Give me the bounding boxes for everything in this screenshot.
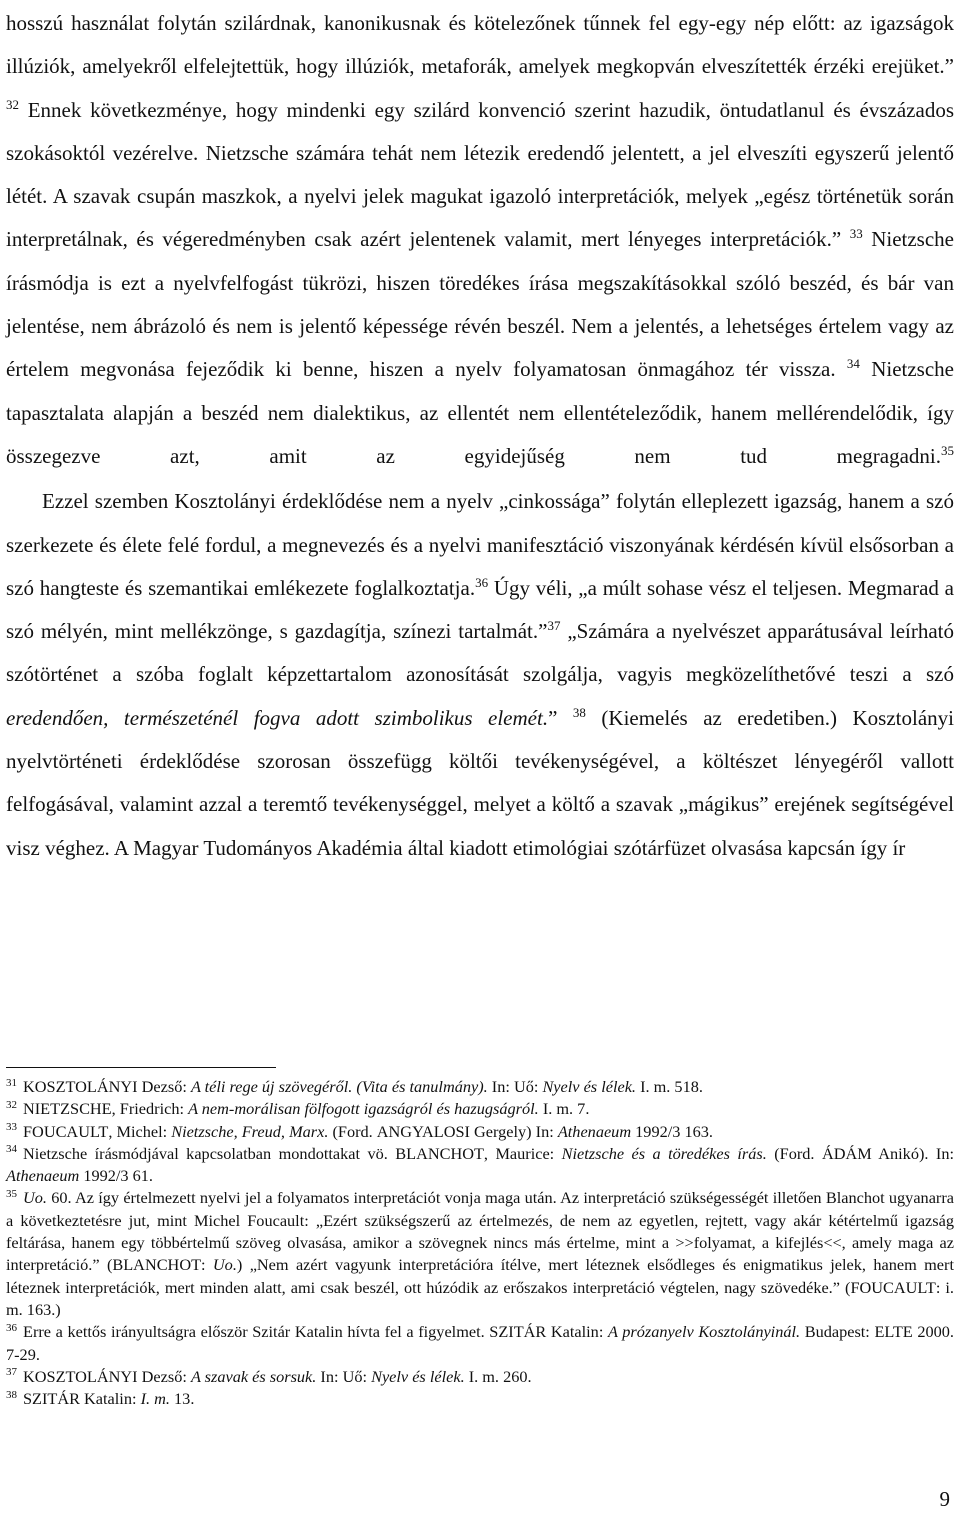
author-name: BLANCHOT — [112, 1255, 202, 1275]
footnote-33 — [6, 1121, 954, 1143]
page-body — [6, 0, 954, 870]
text-run: 1992/3 163. — [631, 1121, 713, 1141]
text-run: 1992/3 61. — [79, 1166, 153, 1186]
text-run: In: Uő: — [487, 1077, 543, 1096]
text-run: I. m. 7. — [538, 1099, 590, 1119]
footnote-34 — [6, 1143, 954, 1188]
footnote-ref-32[interactable]: 32 — [6, 96, 19, 112]
text-run: ) „Nem azért vagyunk interpretációra ítélve, mert léteznek elsődleges és enigmatikus jelek, hanem mert léteznek interpretációk, mert minden alatt, ami csak beszél, ott húzódik az erőszakos interpretáció végtelen, nagy szövedéke.” ( — [6, 1255, 954, 1297]
abbrev: I. m. — [140, 1389, 170, 1409]
text-run: , Michel: — [108, 1121, 172, 1141]
author-name: KOSZTOLÁNYI — [23, 1366, 138, 1386]
text-run: Gergely) In: — [469, 1121, 558, 1141]
footnote-number: 32 — [6, 1098, 17, 1111]
text-run: Nietzsche írásmódjával kapcsolatban mondottakat vö. — [23, 1143, 396, 1163]
abbrev: Uo. — [23, 1188, 47, 1208]
footnote-ref-33[interactable]: 33 — [849, 226, 863, 242]
body-paragraph-1 — [6, 0, 954, 478]
journal-title: Athenaeum — [6, 1166, 80, 1186]
author-name: ÁDÁM — [821, 1143, 872, 1163]
footnote-ref-34[interactable]: 34 — [846, 356, 860, 372]
footnote-ref-35[interactable]: 35 — [941, 442, 954, 458]
footnote-32 — [6, 1098, 954, 1120]
author-name: SZITÁR — [23, 1389, 80, 1409]
footnote-ref-36[interactable]: 36 — [475, 574, 489, 590]
footnote-number: 37 — [6, 1366, 17, 1379]
text-run: Erre a kettős irányultságra először Szitár Katalin hívta fel a figyelmet. — [23, 1322, 490, 1342]
footnote-31 — [6, 1076, 954, 1098]
footnote-37 — [6, 1366, 954, 1388]
journal-title: Athenaeum — [557, 1121, 632, 1141]
work-title: A szavak és sorsuk. — [190, 1366, 317, 1386]
text-run: : — [201, 1255, 213, 1275]
text-run: I. m. 518. — [636, 1077, 703, 1096]
work-title: A nem-morálisan fölfogott igazságról és hazugságról. — [188, 1099, 539, 1119]
work-title: Nietzsche és a töredékes írás. — [561, 1143, 767, 1163]
text-run: In: Uő: — [316, 1366, 372, 1386]
footnotes — [6, 1076, 954, 1410]
italic-emphasis: eredendően, természeténél fogva adott szimbolikus elemét. — [6, 705, 549, 730]
text-run: Dezső: — [137, 1366, 191, 1386]
footnote-number: 33 — [6, 1121, 17, 1134]
author-name: KOSZTOLÁNYI — [23, 1077, 138, 1096]
work-title: Nyelv és lélek. — [542, 1077, 636, 1096]
text-run: (Ford. — [766, 1143, 822, 1163]
footnote-number: 34 — [6, 1143, 17, 1156]
text-run: 13. — [169, 1389, 195, 1409]
author-name: BLANCHOT — [395, 1143, 484, 1163]
work-title: A prózanyelv Kosztolányinál. — [607, 1322, 801, 1342]
text-run: Budapest: ELTE 2000. 7-29. — [6, 1322, 954, 1364]
text-run: , Maurice: — [483, 1143, 562, 1163]
text-run: „Számára a nyelvészet apparátusával leírható szótörténet a szóba foglalt képzettartalom azonosítását szolgálja, vagyis megközelíthetővé teszi a szó — [6, 619, 955, 687]
text-run: I. m. 260. — [464, 1366, 532, 1386]
text-run: Katalin: — [79, 1389, 141, 1409]
footnote-separator — [6, 1067, 276, 1068]
text-run: Nietzsche tapasztalata alapján a beszéd nem dialektikus, az ellentét nem ellentételeződik, hanem mellérendelődik, így összegezve azt, amit az egyidejűség nem tud megragadni. — [6, 357, 954, 468]
footnote-number: 38 — [6, 1388, 17, 1401]
text-run: Ennek következménye, hogy mindenki egy szilárd konvenció szerint hazudik, öntudatlanul és évszázados szokásoktól vezérelve. Nietzsche számára tehát nem létezik eredendő jelentett, a jel elveszíti egyszerű jelentő létét. A szavak csupán maszkok, a nyelvi jelek magukat igazoló interpretációk, melyek „egész történetük során interpretálnak, és végeredményben csak azért jelentenek valamit, mert lényeges interpretációk.” — [6, 97, 954, 252]
author-name: FOUCAULT — [850, 1277, 936, 1297]
text-run: : i. m. 163.) — [6, 1277, 954, 1319]
text-run: Katalin: — [546, 1322, 608, 1342]
footnote-36 — [6, 1321, 954, 1366]
footnote-38 — [6, 1388, 954, 1410]
author-name: FOUCAULT — [23, 1121, 109, 1141]
work-title: Nietzsche, Freud, Marx. — [171, 1121, 329, 1141]
author-name: SZITÁR — [489, 1322, 547, 1342]
footnote-ref-37[interactable]: 37 — [547, 618, 561, 634]
footnote-ref-38[interactable]: 38 — [572, 704, 586, 720]
abbrev: Uo. — [212, 1255, 237, 1275]
text-run: (Ford. — [328, 1121, 377, 1141]
text-run: , Friedrich: — [111, 1099, 189, 1119]
text-run: ” — [548, 705, 558, 730]
text-run: Ezzel szemben Kosztolányi érdeklődése nem a nyelv „cinkossága” folytán elleplezett igazság, hanem a szó szerkezete és élete felé fordul, a megnevezés és a nyelvi manifesztáció viszonyának kérdésén kívül elsősorban a szó hangteste és szemantikai emlékezete foglalkoztatja. — [6, 489, 954, 600]
work-title: A téli rege új szövegéről. (Vita és tanulmány). — [190, 1077, 488, 1096]
work-title: Nyelv és lélek. — [371, 1366, 465, 1386]
text-run: Anikó). In: — [871, 1143, 954, 1163]
page-number: 9 — [939, 1487, 950, 1511]
text-run: (Kiemelés az eredetiben.) Kosztolányi nyelvtörténeti érdeklődése szorosan összefügg költői tevékenységével, a költészet lényegéről vallott felfogásával, valamint azzal a teremtő tevékenységgel, melyet a költő a szavak „mágikus” erejének segítségével visz véghez. A Magyar Tudományos Akadémia által kiadott etimológiai szótárfüzet olvasása kapcsán így ír — [6, 705, 954, 860]
footnote-number: 35 — [6, 1188, 17, 1201]
footnote-number: 36 — [6, 1321, 17, 1334]
author-name: NIETZSCHE — [23, 1099, 112, 1119]
text-run: Úgy véli, „a múlt sohase vész el teljesen. Megmarad a szó mélyén, mint mellékzönge, s gazdagítja, színezi tartalmát.” — [6, 575, 954, 644]
text-run: Nietzsche írásmódja is ezt a nyelvfelfogást tükrözi, hiszen töredékes írása megszakításokkal szóló beszéd, és bár van jelentése, nem ábrázoló és nem is jelentő képessége révén beszél. Nem a jelentés, a lehetséges értelem vagy az értelem megvonása fejeződik ki benne, hiszen a nyelv folyamatosan önmagához tér vissza. — [6, 227, 954, 382]
footnote-number: 31 — [6, 1076, 17, 1089]
text-run: 60. Az így értelmezett nyelvi jel a folyamatos interpretációt vonja maga után. Az interpretáció szükségességét illetően Blanchot ugyanarra a következtetésre jut, mint Michel Foucault: „Ezért szükségszerű az értelmezés, de nem az egyetlen, rejtett, vagy akár kétértelmű igazság feltárása, hanem egy többértelmű szöveg olvasása, amikor a szövegnek nincs más értelme, mint a >>folyamat, a kifejlés<<, amely maga az interpretáció.” ( — [6, 1188, 954, 1275]
body-paragraph-2 — [6, 478, 954, 870]
text-run: hosszú használat folytán szilárdnak, kanonikusnak és kötelezőnek tűnnek fel egy-egy nép előtt: az igazságok illúziók, amelyekről elfelejtettük, hogy illúziók, metaforák, amelyek megkopván elveszítették érzéki erejüket.” — [6, 11, 954, 79]
author-name: ANGYALOSI — [376, 1121, 470, 1141]
text-run: Dezső: — [137, 1077, 191, 1096]
footnote-35 — [6, 1187, 954, 1321]
